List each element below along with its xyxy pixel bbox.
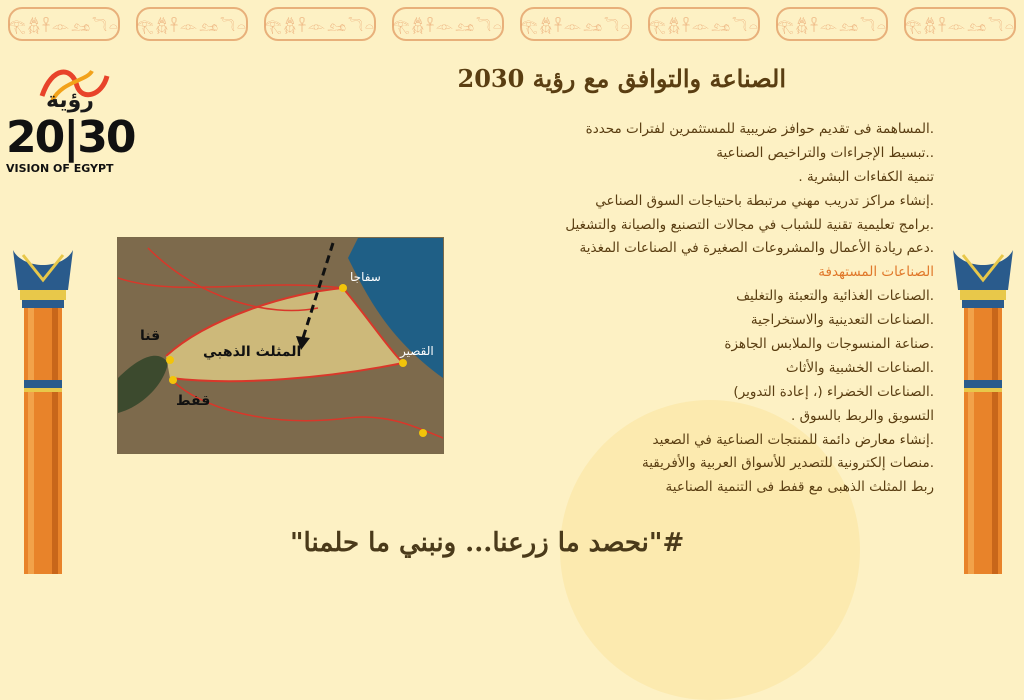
list-item: ربط المثلث الذهبى مع قفط فى التنمية الصناعية bbox=[665, 479, 934, 496]
cartouche: 𓂀𓆣𓋹𓁹𓃭𓆓𓏏 bbox=[264, 7, 376, 41]
list-item: .إنشاء معارض دائمة للمنتجات الصناعية في الصعيد bbox=[652, 431, 934, 448]
list-item: .صناعة المنسوجات والملابس الجاهزة bbox=[724, 336, 934, 353]
slogan: #"نحصد ما زرعنا... ونبني ما حلمنا" bbox=[290, 528, 685, 558]
list-item: .الصناعات الخضراء (، إعادة التدوير) bbox=[733, 383, 934, 400]
vision-2030-logo bbox=[6, 66, 140, 178]
cartouche: 𓂀𓆣𓋹𓁹𓃭𓆓𓏏 bbox=[648, 7, 760, 41]
cartouche: 𓂀𓆣𓋹𓁹𓃭𓆓𓏏 bbox=[520, 7, 632, 41]
section-heading: الصناعات المستهدفة bbox=[818, 264, 934, 281]
logo-number: 20|30 bbox=[6, 112, 135, 163]
map-label-safaga: سفاجا bbox=[350, 270, 381, 284]
list-item: .إنشاء مراكز تدريب مهني مرتبطة باحتياجات السوق الصناعي bbox=[595, 192, 934, 209]
map-label-qift: قفط bbox=[176, 393, 211, 409]
list-item: تنمية الكفاءات البشرية . bbox=[798, 168, 934, 185]
list-item: .منصات إلكترونية للتصدير للأسواق العربية والأفريقية bbox=[641, 455, 934, 472]
logo-arabic-text: رؤية bbox=[46, 88, 94, 113]
list-item: .المساهمة فى تقديم حوافز ضريبية للمستثمرين لفترات محددة bbox=[585, 121, 934, 137]
cartouche: 𓂀𓆣𓋹𓁹𓃭𓆓𓏏 bbox=[776, 7, 888, 41]
logo-tagline: VISION OF EGYPT bbox=[6, 162, 114, 175]
egyptian-pillar-icon bbox=[8, 250, 78, 574]
list-item: .الصناعات الغذائية والتعبئة والتغليف bbox=[736, 288, 934, 305]
bullet-list bbox=[514, 118, 934, 500]
map-label-triangle: المثلث الذهبي bbox=[203, 344, 302, 360]
list-item: .الصناعات الخشبية والأثاث bbox=[785, 359, 934, 376]
cartouche: 𓂀𓆣𓋹𓁹𓃭𓆓𓏏 bbox=[392, 7, 504, 41]
cartouche: 𓂀𓆣𓋹𓁹𓃭𓆓𓏏 bbox=[904, 7, 1016, 41]
map-label-quseir: القصير bbox=[400, 344, 434, 358]
golden-triangle-map bbox=[117, 237, 444, 454]
hieroglyph-frieze bbox=[0, 0, 1024, 48]
list-item: .دعم ريادة الأعمال والمشروعات الصغيرة في الصناعات المغذية bbox=[579, 240, 934, 257]
cartouche: 𓂀𓆣𓋹𓁹𓃭𓆓𓏏 bbox=[8, 7, 120, 41]
list-item: ..تبسيط الإجراءات والتراخيص الصناعية bbox=[716, 144, 934, 161]
list-item: التسويق والربط بالسوق . bbox=[790, 407, 934, 424]
page-title: الصناعة والتوافق مع رؤية 2030 bbox=[457, 64, 786, 93]
list-item: .الصناعات التعدينية والاستخراجية bbox=[750, 312, 934, 329]
egyptian-pillar-icon bbox=[948, 250, 1018, 574]
list-item: .برامج تعليمية تقنية للشباب في مجالات التصنيع والصيانة والتشغيل bbox=[565, 216, 934, 233]
map-label-qena: قنا bbox=[140, 328, 161, 344]
cartouche: 𓂀𓆣𓋹𓁹𓃭𓆓𓏏 bbox=[136, 7, 248, 41]
